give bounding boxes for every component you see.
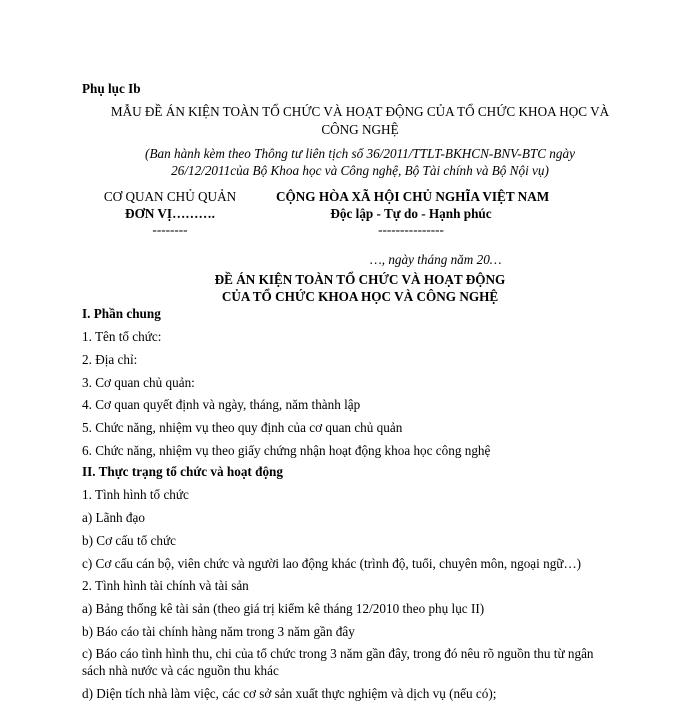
- section-1-heading: I. Phần chung: [82, 306, 161, 321]
- date-line: …, ngày tháng năm 20…: [370, 252, 502, 267]
- section-1-item: 6. Chức năng, nhiệm vụ theo giấy chứng nhận hoạt động khoa học công nghệ: [82, 443, 491, 458]
- document-title-line-1: ĐỀ ÁN KIỆN TOÀN TỔ CHỨC VÀ HOẠT ĐỘNG: [214, 272, 506, 287]
- appendix-label: Phụ lục Ib: [82, 81, 141, 96]
- section-1-item: 5. Chức năng, nhiệm vụ theo quy định của cơ quan chủ quản: [82, 420, 403, 435]
- section-2-item: c) Báo cáo tình hình thu, chi của tổ chức trong 3 năm gần đây, trong đó nêu rõ nguồn thu từ ngân: [82, 646, 594, 661]
- section-1-item: 1. Tên tổ chức:: [82, 329, 162, 344]
- section-2-heading: II. Thực trạng tổ chức và hoạt động: [82, 464, 283, 479]
- document-title-line-2: CỦA TỔ CHỨC KHOA HỌC VÀ CÔNG NGHỆ: [221, 289, 499, 304]
- section-2-item-continuation: sách nhà nước và các nguồn thu khác: [82, 663, 279, 678]
- section-2-item: b) Báo cáo tài chính hàng năm trong 3 năm gần đây: [82, 624, 355, 639]
- agency-divider: --------: [152, 222, 188, 237]
- section-2-item: b) Cơ cấu tổ chức: [82, 533, 176, 548]
- issued-note-line-1: (Ban hành kèm theo Thông tư liên tịch số 36/2011/TTLT-BKHCN-BNV-BTC ngày: [145, 146, 575, 161]
- section-2-item: 2. Tình hình tài chính và tài sản: [82, 578, 249, 593]
- section-2-item: a) Lãnh đạo: [82, 510, 145, 525]
- national-divider: ---------------: [378, 222, 444, 237]
- section-2-item: 1. Tình hình tổ chức: [82, 487, 189, 502]
- unit-label: ĐƠN VỊ……….: [125, 206, 215, 221]
- section-2-item: c) Cơ cấu cán bộ, viên chức và người lao động khác (trình độ, tuổi, chuyên môn, ngoại ngữ…): [82, 556, 582, 571]
- issued-note-line-2: 26/12/2011của Bộ Khoa học và Công nghệ, Bộ Tài chính và Bộ Nội vụ): [171, 163, 549, 178]
- section-2-item: d) Diện tích nhà làm việc, các cơ sở sản xuất thực nghiệm và dịch vụ (nếu có);: [82, 686, 497, 701]
- section-1-item: 3. Cơ quan chủ quản:: [82, 375, 195, 390]
- section-1-item: 2. Địa chỉ:: [82, 352, 138, 367]
- agency-label: CƠ QUAN CHỦ QUẢN: [103, 189, 237, 204]
- section-1-item: 4. Cơ quan quyết định và ngày, tháng, năm thành lập: [82, 397, 361, 412]
- form-title-line-2: CÔNG NGHỆ: [321, 122, 399, 137]
- national-title: CỘNG HÒA XÃ HỘI CHỦ NGHĨA VIỆT NAM: [276, 189, 550, 204]
- national-motto: Độc lập - Tự do - Hạnh phúc: [330, 206, 492, 221]
- section-2-item: a) Bảng thống kê tài sản (theo giá trị kiểm kê tháng 12/2010 theo phụ lục II): [82, 601, 485, 616]
- form-title-line-1: MẪU ĐỀ ÁN KIỆN TOÀN TỔ CHỨC VÀ HOẠT ĐỘNG CỦA TỔ CHỨC KHOA HỌC VÀ: [110, 104, 610, 119]
